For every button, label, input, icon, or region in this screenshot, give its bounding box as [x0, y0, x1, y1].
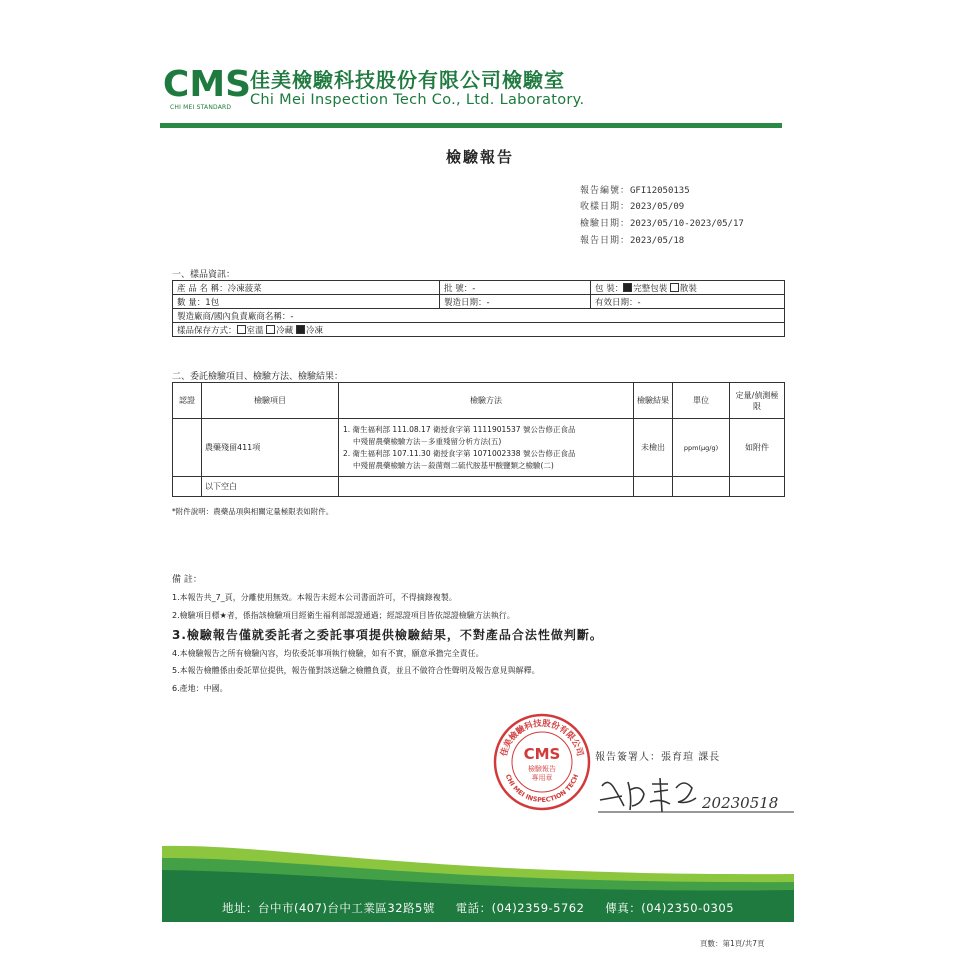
- attachment-note: *附件說明：農藥品項與相關定量極限表如附件。: [172, 507, 334, 516]
- logo-subtitle: CHI MEI STANDARD: [170, 104, 232, 111]
- company-name-en: Chi Mei Inspection Tech Co., Ltd. Laboratory.: [250, 92, 585, 108]
- sample-info-table: [172, 280, 785, 337]
- expiry-date-cell: 有效日期：-: [591, 295, 785, 309]
- signature-date: 20230518: [702, 794, 779, 812]
- batch-cell: 批 號：-: [440, 281, 591, 295]
- results-table: [172, 382, 785, 497]
- result-cell: 未檢出: [634, 419, 673, 477]
- checkbox-checked: [623, 283, 632, 292]
- col-header-unit: 單位: [673, 383, 730, 419]
- col-header-cert: 認證: [173, 383, 202, 419]
- col-header-limit: 定量/偵測極限: [730, 383, 785, 419]
- blank-row-label: 以下空白: [202, 477, 339, 497]
- checkbox-unchecked: [237, 325, 246, 334]
- report-date: 報告日期：2023/05/18: [580, 236, 685, 246]
- note-1: 1.本報告共_7_頁，分離使用無效。本報告未經本公司書面許可，不得摘錄複製。: [172, 593, 457, 602]
- page-number: 頁數：第1頁/共7頁: [700, 939, 765, 948]
- footer-phone: 電話：(04)2359-5762: [455, 901, 585, 915]
- seal-logo: CMS: [523, 745, 561, 763]
- method-cell: 1. 衛生福利部 111.08.17 衛授食字第 1111901537 號公告修正食品 中殘留農藥檢驗方法－多重殘留分析方法(五) 2. 衛生福利部 107.11.30 衛授食字第 1071002338 號公告修正食品 中殘留農藥檢驗方法－殺菌劑二硫代胺基甲酸鹽類之檢驗(二): [339, 419, 634, 477]
- product-name-cell: 產 品 名 稱：冷凍菠菜: [173, 281, 440, 295]
- col-header-method: 檢驗方法: [339, 383, 634, 419]
- handwritten-signature: [594, 768, 802, 818]
- manufacturer-cell: 製造廠商/國內負責廠商名稱：-: [173, 309, 785, 323]
- signer-line: 報告簽署人：張育瑄 課長: [595, 752, 721, 763]
- item-cell: 農藥殘留411項: [202, 419, 339, 477]
- unit-cell: ppm(μg/g): [673, 419, 730, 477]
- logo-text: CMS: [162, 64, 252, 105]
- seal-center-1: 檢驗報告: [528, 765, 556, 773]
- footer-contact: [162, 900, 794, 916]
- mfg-date-cell: 製造日期：-: [440, 295, 591, 309]
- cert-cell: [173, 419, 202, 477]
- footer-address: 地址：台中市(407)台中工業區32路5號: [221, 901, 435, 915]
- checkbox-unchecked: [266, 325, 275, 334]
- table-row: [173, 419, 785, 477]
- company-name-zh: 佳美檢驗科技股份有限公司檢驗室: [250, 68, 565, 92]
- notes-heading: 備 註：: [172, 575, 202, 585]
- note-4: 4.本檢驗報告之所有檢驗內容，均依委託事項執行檢驗，如有不實，願意承擔完全責任。: [172, 649, 484, 658]
- footer-fax: 傳真：(04)2350-0305: [605, 901, 735, 915]
- table-row: [173, 477, 785, 497]
- checkbox-unchecked: [670, 283, 679, 292]
- results-section-title: 二、委託檢驗項目、檢驗方法、檢驗結果：: [172, 372, 344, 382]
- quantity-cell: 數 量：1包: [173, 295, 440, 309]
- limit-cell: 如附件: [730, 419, 785, 477]
- header-divider: [160, 123, 782, 128]
- company-seal-stamp: [492, 712, 592, 812]
- note-5: 5.本報告檢體係由委託單位提供，報告僅對該送驗之檢體負責，並且不做符合性聲明及報告意見與解釋。: [172, 666, 540, 675]
- checkbox-checked: [296, 325, 305, 334]
- test-date: 檢驗日期：2023/05/10-2023/05/17: [580, 219, 744, 229]
- col-header-result: 檢驗結果: [634, 383, 673, 419]
- storage-cell: 樣品保存方式： 室溫 冷藏 冷凍: [173, 323, 785, 337]
- note-2: 2.檢驗項目標★者，係指該檢驗項目經衛生福利部認證通過；經認證項目皆依認證檢驗方法執行。: [172, 611, 515, 620]
- seal-ring-text-en: CHI MEI INSPECTION TECH: [503, 773, 581, 805]
- received-date: 收樣日期：2023/05/09: [580, 202, 685, 212]
- document-title: 檢驗報告: [445, 148, 514, 166]
- report-number: 報告編號：GFI12050135: [580, 186, 690, 196]
- company-logo: [162, 63, 252, 105]
- sample-section-title: 一、樣品資訊：: [172, 270, 236, 280]
- note-6: 6.產地：中國。: [172, 684, 228, 693]
- packaging-cell: 包 裝： 完整包裝 散裝: [591, 281, 785, 295]
- seal-ring-text: 佳美檢驗科技股份有限公司: [499, 718, 585, 758]
- note-3: 3.檢驗報告僅就委託者之委託事項提供檢驗結果，不對產品合法性做判斷。: [172, 628, 603, 642]
- col-header-item: 檢驗項目: [202, 383, 339, 419]
- seal-center-2: 專用章: [531, 774, 553, 782]
